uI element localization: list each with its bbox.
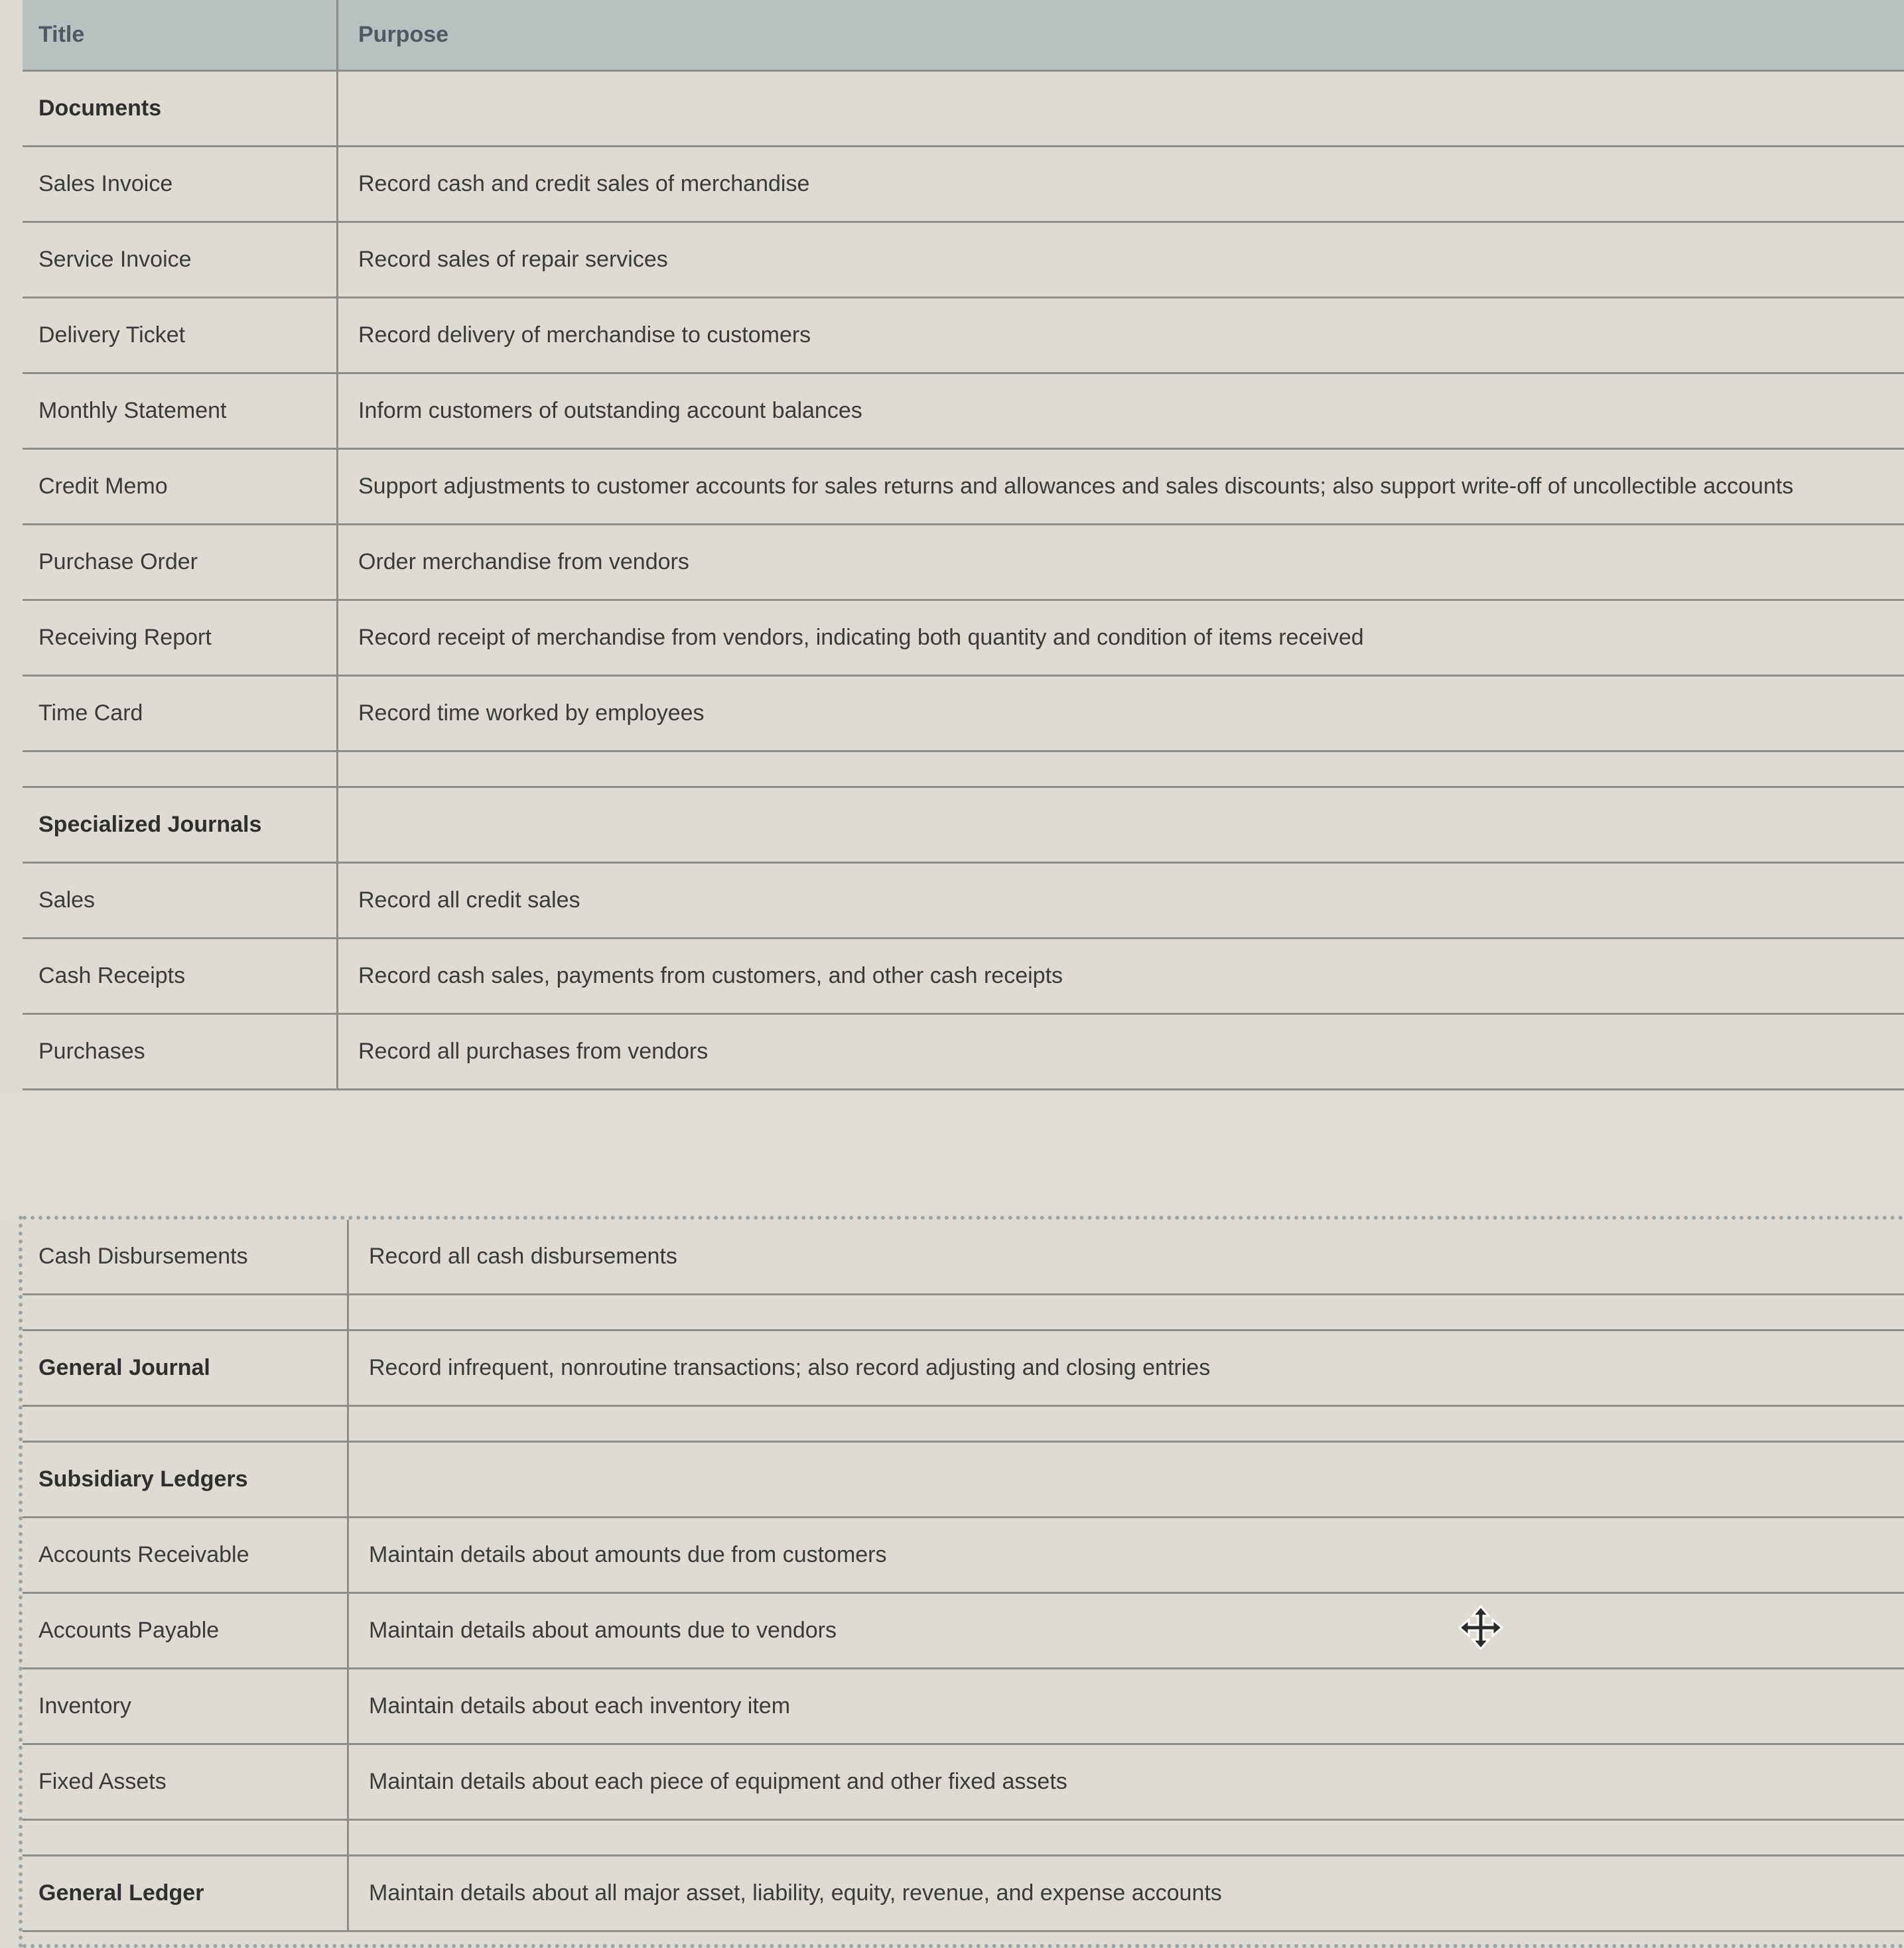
title-cell[interactable]: Sales Invoice [23, 147, 338, 221]
table-row[interactable] [23, 1669, 1904, 1745]
purpose-cell[interactable]: Record all purchases from vendors [358, 1039, 709, 1064]
table-row[interactable] [23, 1518, 1904, 1594]
spacer-row[interactable] [23, 1407, 1904, 1443]
spacer-row[interactable] [23, 752, 1904, 788]
table-header-row [23, 0, 1904, 72]
upper-table [23, 0, 1904, 1090]
spacer-row[interactable] [23, 1295, 1904, 1331]
upper-table-body [23, 72, 1904, 1090]
title-cell[interactable]: Sales [23, 864, 338, 937]
purpose-cell[interactable]: Record cash sales, payments from customers, and other cash receipts [358, 963, 1063, 988]
purpose-cell[interactable]: Record all credit sales [358, 887, 580, 913]
move-icon[interactable] [1457, 1604, 1505, 1652]
purpose-cell[interactable]: Maintain details about each inventory item [369, 1693, 791, 1719]
section-row[interactable] [23, 1856, 1904, 1932]
table-row[interactable] [23, 601, 1904, 677]
purpose-cell[interactable] [338, 788, 1904, 862]
title-cell[interactable]: Inventory [23, 1669, 349, 1743]
table-row[interactable] [23, 1745, 1904, 1821]
purpose-cell[interactable]: Support adjustments to customer accounts for sales returns and allowances and sales discounts; also support write-off of uncollectible accounts [358, 474, 1794, 499]
title-cell[interactable]: Credit Memo [23, 450, 338, 523]
table-row[interactable] [23, 677, 1904, 752]
lower-table [23, 1220, 1904, 1932]
title-cell[interactable]: Fixed Assets [23, 1745, 349, 1819]
section-row[interactable] [23, 1443, 1904, 1518]
title-cell[interactable] [23, 1821, 349, 1854]
table-gap [0, 1094, 1904, 1217]
title-cell[interactable]: Time Card [23, 677, 338, 750]
purpose-cell[interactable] [349, 1295, 1904, 1329]
section-row[interactable] [23, 788, 1904, 864]
table-row[interactable] [23, 1220, 1904, 1295]
purpose-cell[interactable]: Record infrequent, nonroutine transactions; also record adjusting and closing entries [369, 1355, 1211, 1380]
title-cell[interactable]: Purchases [23, 1015, 338, 1088]
purpose-cell[interactable]: Record receipt of merchandise from vendors, indicating both quantity and condition of items received [358, 625, 1364, 650]
title-cell[interactable] [23, 752, 338, 786]
purpose-cell[interactable]: Record cash and credit sales of merchandise [358, 171, 810, 196]
selection-border-top [23, 1216, 1904, 1220]
selection-border-bottom [23, 1944, 1904, 1948]
section-row[interactable] [23, 72, 1904, 147]
title-cell[interactable]: Cash Disbursements [23, 1220, 349, 1293]
column-header-title[interactable]: Title [23, 0, 338, 70]
purpose-cell[interactable] [349, 1821, 1904, 1854]
title-cell[interactable]: Specialized Journals [23, 788, 338, 862]
purpose-cell[interactable]: Inform customers of outstanding account balances [358, 398, 862, 423]
purpose-cell[interactable]: Record delivery of merchandise to customers [358, 322, 811, 348]
purpose-cell[interactable] [338, 752, 1904, 786]
title-cell[interactable]: Accounts Receivable [23, 1518, 349, 1592]
section-row[interactable] [23, 1331, 1904, 1407]
title-cell[interactable]: Service Invoice [23, 223, 338, 296]
purpose-cell[interactable]: Maintain details about each piece of equipment and other fixed assets [369, 1769, 1067, 1794]
table-row[interactable] [23, 525, 1904, 601]
table-row[interactable] [23, 1015, 1904, 1090]
table-row[interactable] [23, 939, 1904, 1015]
title-cell[interactable] [23, 1407, 349, 1441]
title-cell[interactable]: Receiving Report [23, 601, 338, 675]
title-cell[interactable]: Cash Receipts [23, 939, 338, 1013]
purpose-cell[interactable]: Maintain details about amounts due from customers [369, 1542, 887, 1567]
title-cell[interactable]: Subsidiary Ledgers [23, 1443, 349, 1516]
purpose-cell[interactable] [349, 1407, 1904, 1441]
purpose-cell[interactable]: Record time worked by employees [358, 700, 705, 726]
purpose-cell[interactable] [349, 1443, 1904, 1516]
table-row[interactable] [23, 298, 1904, 374]
title-cell[interactable] [23, 1295, 349, 1329]
spacer-row[interactable] [23, 1821, 1904, 1856]
purpose-cell[interactable]: Maintain details about all major asset, liability, equity, revenue, and expense accounts [369, 1880, 1222, 1906]
title-cell[interactable]: General Journal [23, 1331, 349, 1405]
table-row[interactable] [23, 147, 1904, 223]
column-header-purpose[interactable]: Purpose [358, 22, 449, 47]
title-cell[interactable]: Accounts Payable [23, 1594, 349, 1667]
purpose-cell[interactable]: Order merchandise from vendors [358, 549, 689, 574]
selection-border-left [19, 1216, 23, 1948]
table-row[interactable] [23, 1594, 1904, 1669]
title-cell[interactable]: General Ledger [23, 1856, 349, 1930]
title-cell[interactable]: Monthly Statement [23, 374, 338, 448]
table-row[interactable] [23, 864, 1904, 939]
table-row[interactable] [23, 450, 1904, 525]
title-cell[interactable]: Documents [23, 72, 338, 145]
table-row[interactable] [23, 374, 1904, 450]
purpose-cell[interactable]: Record sales of repair services [358, 247, 668, 272]
purpose-cell[interactable]: Maintain details about amounts due to vendors [369, 1618, 837, 1643]
table-row[interactable] [23, 223, 1904, 298]
purpose-cell[interactable]: Record all cash disbursements [369, 1244, 677, 1269]
title-cell[interactable]: Delivery Ticket [23, 298, 338, 372]
lower-table-body [23, 1220, 1904, 1932]
purpose-cell[interactable] [338, 72, 1904, 145]
title-cell[interactable]: Purchase Order [23, 525, 338, 599]
